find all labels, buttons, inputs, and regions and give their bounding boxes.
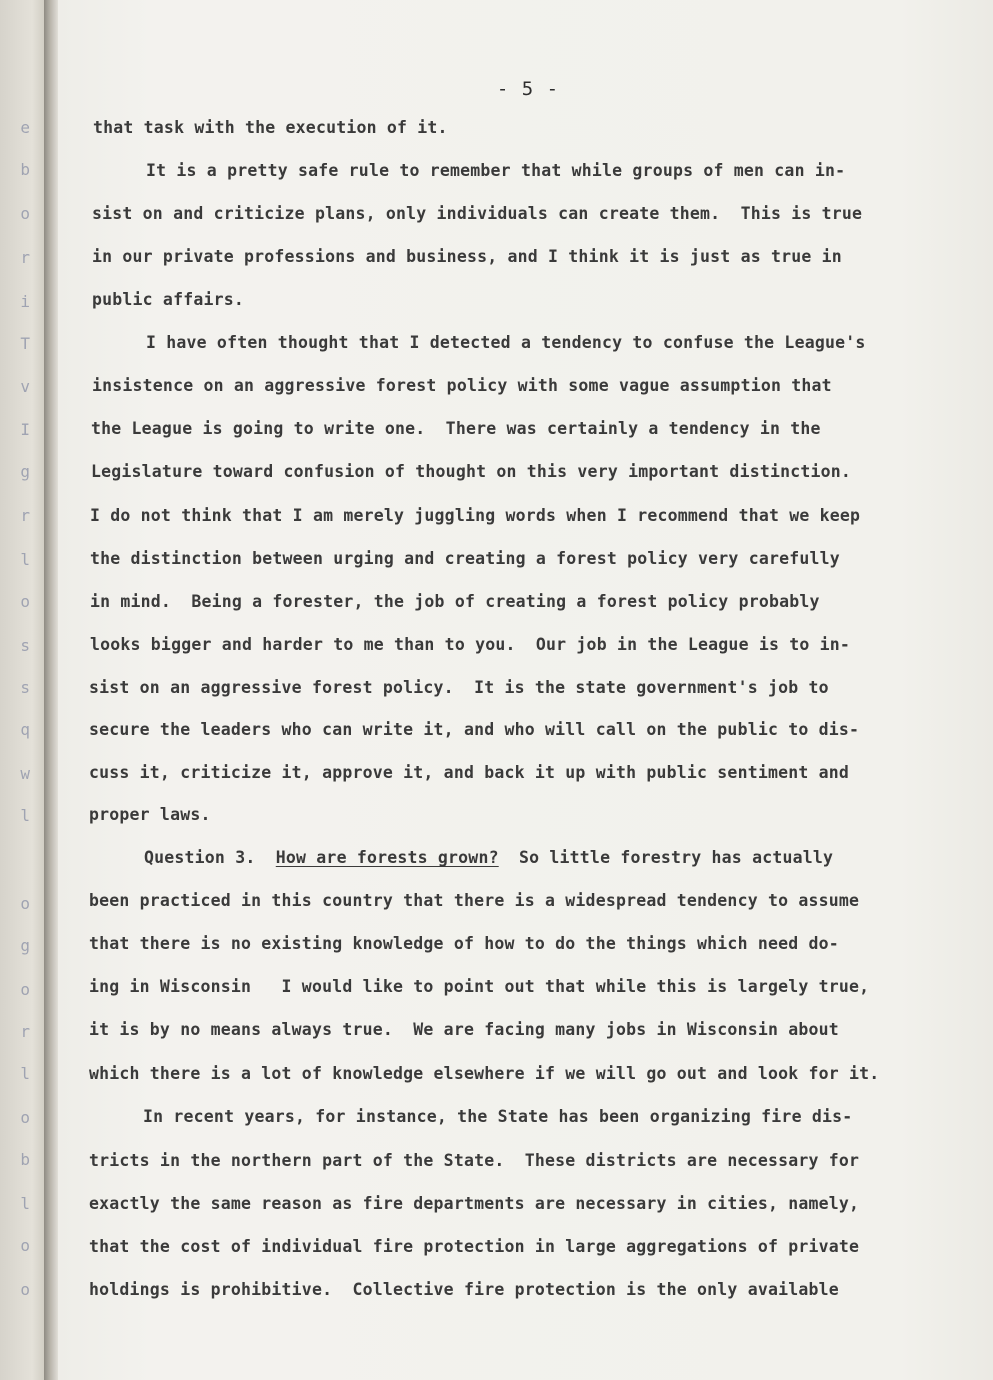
text-line: exactly the same reason as fire departments are necessary in cities, namely,	[89, 1194, 860, 1213]
question-number: Question 3.	[144, 848, 256, 867]
text-line: cuss it, criticize it, approve it, and back it up with public sentiment and	[89, 763, 850, 782]
text-line: tricts in the northern part of the State. These districts are necessary for	[89, 1151, 860, 1170]
margin-fragment: l	[20, 1064, 30, 1083]
text-line: in our private professions and business, and I think it is just as true in	[92, 247, 842, 266]
margin-fragment: o	[20, 1108, 30, 1127]
text-line: I do not think that I am merely juggling words when I recommend that we keep	[90, 506, 861, 525]
margin-fragment: i	[20, 292, 30, 311]
text-line: the distinction between urging and creating a forest policy very carefully	[90, 549, 840, 568]
text-line: sist on an aggressive forest policy. It is the state government's job to	[89, 678, 829, 697]
margin-fragment: r	[20, 248, 30, 267]
text-line: sist on and criticize plans, only individuals can create them. This is true	[92, 204, 863, 223]
margin-fragment: b	[20, 160, 30, 179]
margin-fragment: o	[20, 1236, 30, 1255]
question-text: So little forestry has actually	[519, 848, 834, 867]
margin-fragment: o	[20, 894, 30, 913]
margin-fragment: w	[20, 764, 30, 783]
text-line: holdings is prohibitive. Collective fire protection is the only available	[89, 1280, 839, 1299]
margin-fragment: o	[20, 204, 30, 223]
text-line: proper laws.	[89, 805, 211, 824]
text-line: public affairs.	[92, 290, 245, 309]
margin-fragment: l	[20, 806, 30, 825]
text-line: Legislature toward confusion of thought on this very important distinction.	[91, 462, 852, 481]
margin-fragment: T	[20, 334, 30, 353]
text-line: looks bigger and harder to me than to you. Our job in the League is to in-	[90, 635, 851, 654]
margin-fragment: b	[20, 1150, 30, 1169]
text-line: insistence on an aggressive forest policy with some vague assumption that	[92, 376, 832, 395]
text-line: in mind. Being a forester, the job of creating a forest policy probably	[90, 592, 820, 611]
text-line: been practiced in this country that there is a widespread tendency to assume	[89, 891, 860, 910]
text-line: the League is going to write one. There was certainly a tendency in the	[91, 419, 821, 438]
text-line: I have often thought that I detected a tendency to confuse the League's	[146, 333, 866, 352]
typed-page	[58, 0, 993, 1380]
margin-fragment: l	[20, 1194, 30, 1213]
text-line: secure the leaders who can write it, and who will call on the public to dis-	[89, 720, 860, 739]
margin-fragment: v	[20, 377, 30, 396]
margin-fragment: q	[20, 720, 30, 739]
margin-fragment: o	[20, 1280, 30, 1299]
text-line: which there is a lot of knowledge elsewhere if we will go out and look for it.	[89, 1064, 880, 1083]
margin-fragment: g	[20, 462, 30, 481]
text-line: ing in Wisconsin I would like to point out that while this is largely true,	[89, 977, 870, 996]
margin-fragment: s	[20, 678, 30, 697]
margin-fragment: o	[20, 592, 30, 611]
question-heading-line	[144, 848, 833, 867]
page-number: - 5 -	[496, 78, 560, 100]
margin-fragment: r	[20, 506, 30, 525]
margin-fragment: e	[20, 118, 30, 137]
adjacent-page-edge	[0, 0, 46, 1380]
margin-fragment: l	[20, 550, 30, 569]
text-line: In recent years, for instance, the State has been organizing fire dis-	[143, 1107, 853, 1126]
margin-fragment: r	[20, 1022, 30, 1041]
margin-fragment: g	[20, 936, 30, 955]
text-line: It is a pretty safe rule to remember that while groups of men can in-	[146, 161, 846, 180]
text-line: it is by no means always true. We are facing many jobs in Wisconsin about	[89, 1020, 839, 1039]
question-title: How are forests grown?	[275, 848, 499, 867]
margin-fragment: s	[20, 636, 30, 655]
text-line: that the cost of individual fire protection in large aggregations of private	[89, 1237, 860, 1256]
margin-fragment: o	[20, 980, 30, 999]
margin-fragment: I	[20, 420, 30, 439]
text-line: that there is no existing knowledge of how to do the things which need do-	[89, 934, 839, 953]
text-line: that task with the execution of it.	[93, 118, 448, 137]
